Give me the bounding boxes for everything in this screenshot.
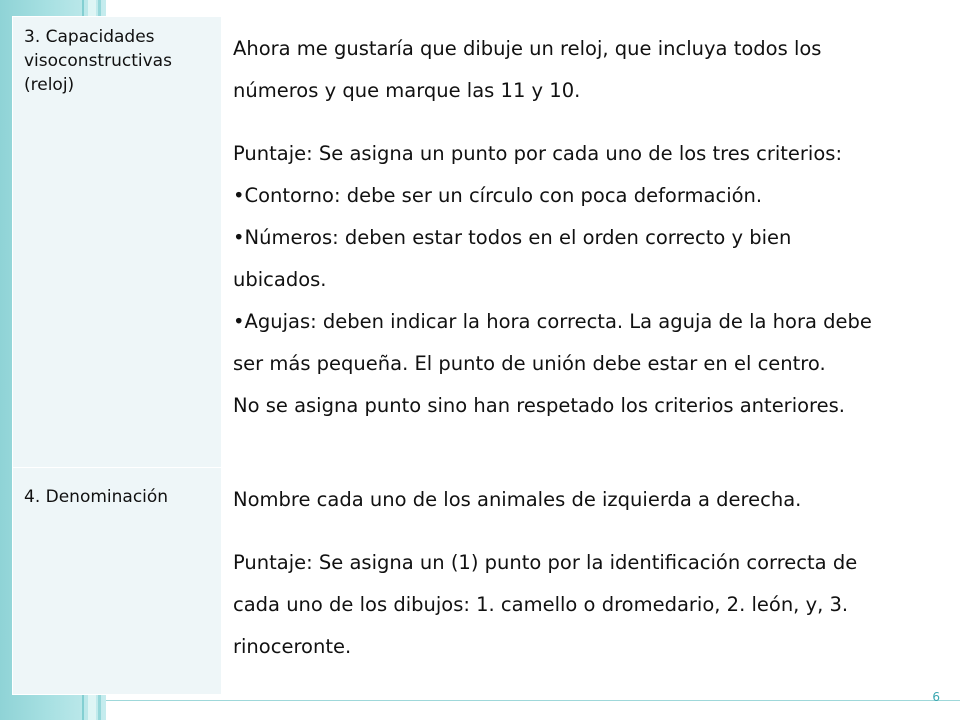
criterion-description-cell (222, 17, 945, 468)
scoring-text: •Contorno: debe ser un círculo con poca deformación. (233, 184, 763, 207)
table-row (13, 468, 945, 695)
scoring-text: •Agujas: deben indicar la hora correcta. La aguja de la hora debe (233, 310, 872, 333)
criterion-description-cell (222, 468, 945, 695)
scoring-text: No se asigna punto sino han respetado los criterios anteriores. (233, 394, 845, 417)
criterion-label-cell (13, 17, 222, 468)
bottom-divider (106, 700, 960, 701)
criterion-label: 3. Capacidades (24, 27, 155, 47)
scoring-text: Puntaje: Se asigna un (1) punto por la identificación correcta de (233, 551, 858, 574)
page-number: 6 (932, 690, 940, 704)
instruction-text: Ahora me gustaría que dibuje un reloj, que incluya todos los (233, 37, 822, 60)
criterion-label: 4. Denominación (24, 487, 169, 507)
criterion-label: visoconstructivas (24, 51, 172, 71)
table-row (13, 17, 945, 468)
instruction-text: números y que marque las 11 y 10. (233, 79, 581, 102)
scoring-text: ubicados. (233, 268, 327, 291)
scoring-text: rinoceronte. (233, 635, 352, 658)
scoring-text: cada uno de los dibujos: 1. camello o dromedario, 2. león, y, 3. (233, 593, 849, 616)
scoring-text: ser más pequeña. El punto de unión debe estar en el centro. (233, 352, 826, 375)
scoring-text: Puntaje: Se asigna un punto por cada uno de los tres criterios: (233, 142, 843, 165)
criterion-label-cell (13, 468, 222, 695)
criterion-label: (reloj) (24, 75, 75, 95)
scoring-text: •Números: deben estar todos en el orden correcto y bien (233, 226, 792, 249)
instruction-text: Nombre cada uno de los animales de izquierda a derecha. (233, 488, 802, 511)
criteria-table (12, 16, 945, 695)
